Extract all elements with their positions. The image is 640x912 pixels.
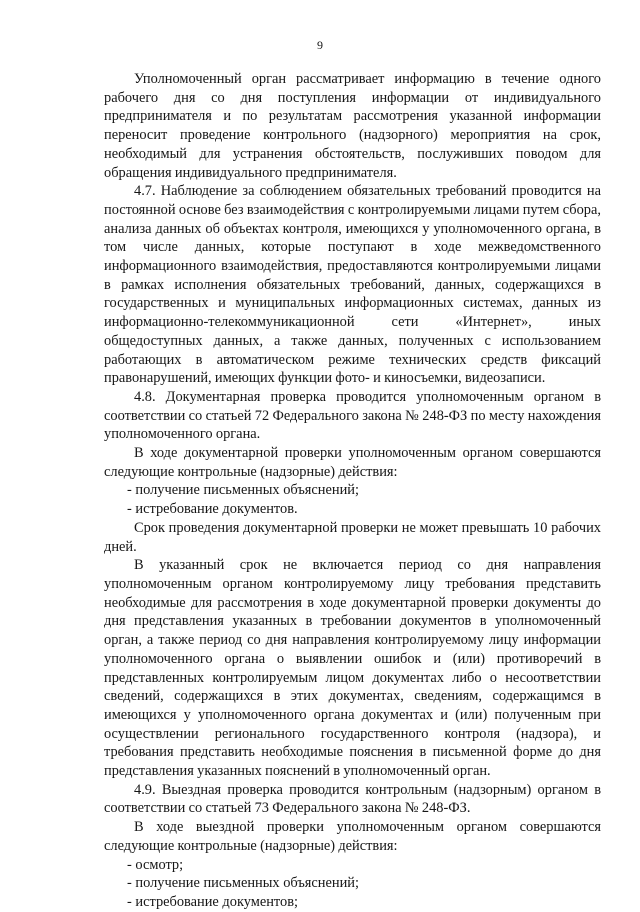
list-item-written-explanations: - получение письменных объяснений; (127, 482, 359, 499)
paragraph-onsite-actions-intro: В ходе выездной проверки уполномоченным органом совершаются следующие контрольные (надзорные) действия: (104, 819, 601, 854)
page-number: 9 (317, 38, 323, 52)
paragraph-excluded-period: В указанный срок не включается период со дня направления уполномоченным органом контролируемому лицу требования представить необходимые для рассмотрения в ходе документарной проверки документы до дня представления указанных в требовании документов в уполномоченный орган, а также период со дня направления контролируемому лицу информации уполномоченного органа о выявлении ошибок и (или) противоречий в представленных контролируемым лицом документах либо о несоответствии сведений, содержащихся в этих документах, сведениям, содержащимся в имеющихся у уполномоченного органа документах и (или) полученным при осуществлении регионального государственного контроля (надзора), и требования представить необходимые пояснения в письменной форме до дня представления указанных пояснений в уполномоченный орган. (104, 557, 601, 780)
paragraph-4-8-documentary-inspection: 4.8. Документарная проверка проводится уполномоченным органом в соответствии со статьей 72 Федерального закона № 248-ФЗ по месту нахождения уполномоченного органа. (104, 388, 601, 443)
paragraph-4-9-onsite-inspection: 4.9. Выездная проверка проводится контрольным (надзорным) органом в соответствии со статьей 73 Федерального закона № 248-ФЗ. (104, 781, 601, 817)
document-body (104, 70, 601, 912)
paragraph-documentary-term: Срок проведения документарной проверки не может превышать 10 рабочих дней. (104, 519, 601, 555)
paragraph-postponement-info: Уполномоченный орган рассматривает информацию в течение одного рабочего дня со дня поступления информации от индивидуального предпринимателя и по результатам рассмотрения указанной информации переносит проведение контрольного (надзорного) мероприятия на срок, необходимый для устранения обстоятельств, послуживших поводом для обращения индивидуального предпринимателя. (104, 71, 601, 181)
list-item-inspection: - осмотр; (127, 856, 184, 873)
paragraph-4-7-observation: 4.7. Наблюдение за соблюдением обязательных требований проводится на постоянной основе без взаимодействия с контролируемыми лицами путем сбора, анализа данных об объектах контроля, имеющихся у уполномоченного органа, в том числе данных, которые поступают в ходе межведомственного информационного взаимодействия, предоставляются контролируемыми лицами в рамках исполнения обязательных требований, данных, содержащихся в государственных и муниципальных информационных системах, данных из информационно-телекоммуникационной сети «Интернет», иных общедоступных данных, а также данных, полученных с использованием работающих в автоматическом режиме технических средств фиксаций правонарушений, имеющих функции фото- и киносъемки, видеозаписи. (104, 183, 601, 387)
list-item-document-request: - истребование документов. (127, 501, 298, 518)
paragraph-documentary-actions-intro: В ходе документарной проверки уполномоченным органом совершаются следующие контрольные (надзорные) действия: (104, 445, 601, 480)
list-item-written-explanations-2: - получение письменных объяснений; (127, 875, 359, 892)
list-item-document-request-2: - истребование документов; (127, 893, 299, 910)
